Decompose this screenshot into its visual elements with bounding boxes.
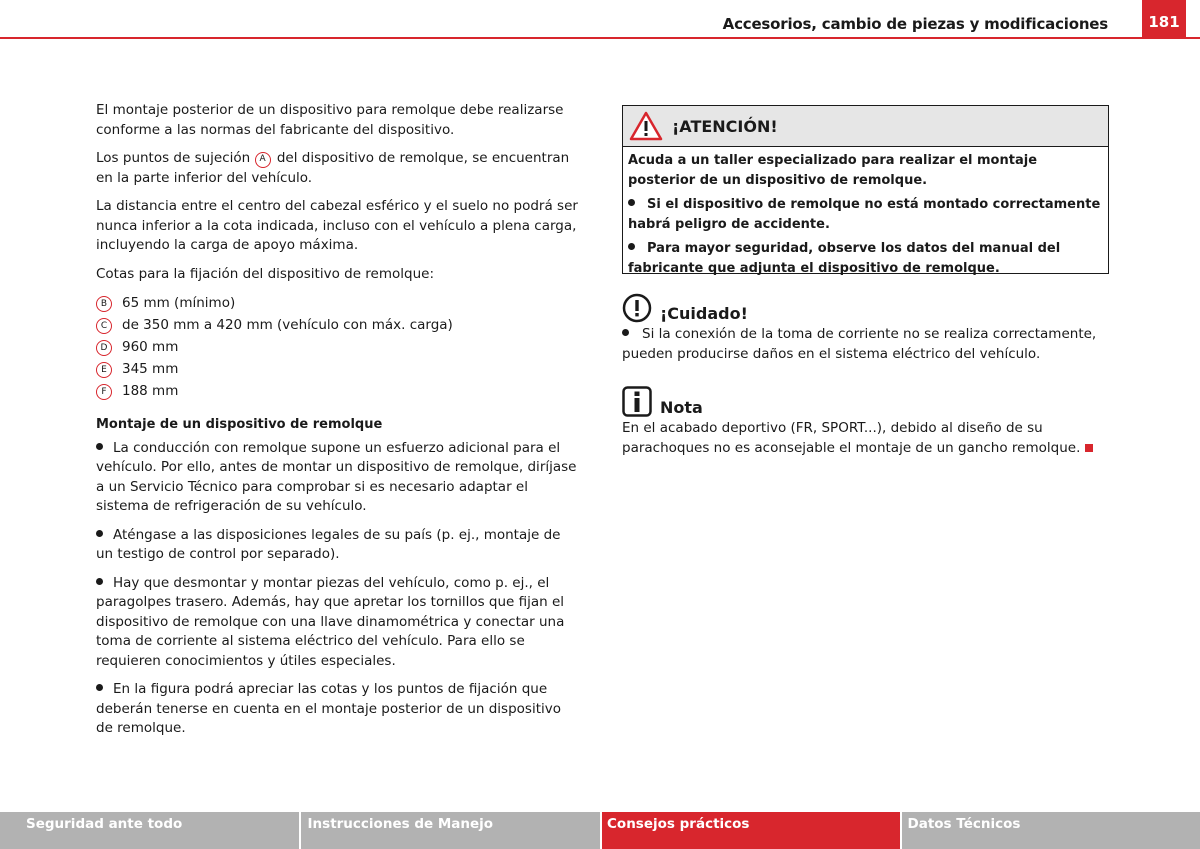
warning-box (622, 105, 1109, 274)
bullet-text: Si la conexión de la toma de corriente no se realiza correctamente, pueden producirse daños en el sistema eléctrico del vehículo. (622, 326, 1097, 362)
warning-triangle-icon (629, 111, 663, 141)
marker-e-icon: E (96, 362, 112, 378)
paragraph-dimensions-intro: Cotas para la fijación del dispositivo de remolque: (96, 265, 434, 282)
tab-consejos-active[interactable]: Consejos prácticos (602, 812, 899, 849)
left-column (96, 101, 580, 748)
warning-header (623, 106, 1108, 147)
marker-a-icon: A (255, 152, 271, 168)
subheading: Montaje de un dispositivo de remolque (96, 417, 383, 432)
tab-seguridad[interactable]: Seguridad ante todo (0, 812, 299, 849)
warning-title: ¡ATENCIÓN! (672, 116, 778, 136)
dimension-text: 345 mm (122, 361, 179, 378)
page-number: 181 (1142, 0, 1186, 37)
exclamation-circle-icon (622, 293, 652, 323)
dimension-list (96, 293, 580, 403)
tab-instrucciones[interactable]: Instrucciones de Manejo (301, 812, 600, 849)
bullet-icon (628, 243, 635, 250)
bullet-item (96, 680, 580, 739)
footer-nav (0, 812, 1200, 849)
caution-block (622, 293, 1109, 364)
bullet-text: Si el dispositivo de remolque no está montado correctamente habrá peligro de accidente. (628, 197, 1101, 232)
marker-c-icon: C (96, 318, 112, 334)
bullet-item (96, 574, 580, 672)
bullet-icon (96, 684, 103, 691)
list-item (96, 359, 580, 381)
note-block (622, 386, 1109, 458)
warning-body (623, 147, 1108, 287)
bullet-icon (628, 199, 635, 206)
bullet-item (622, 325, 1109, 364)
bullet-text: Para mayor seguridad, observe los datos del manual del fabricante que adjunta el dispositivo de remolque. (628, 241, 1061, 276)
bullet-item (628, 195, 1103, 234)
header-divider (0, 37, 1200, 39)
marker-b-icon: B (96, 296, 112, 312)
bullet-icon (96, 578, 103, 585)
bullet-item (628, 239, 1103, 278)
dimension-text: 960 mm (122, 339, 179, 356)
dimension-text: 188 mm (122, 383, 179, 400)
bullet-text: En la figura podrá apreciar las cotas y los puntos de fijación que deberán tenerse en cuenta en el montaje posterior de un dispositivo de remolque. (96, 681, 561, 736)
note-text (622, 419, 1109, 458)
list-item (96, 315, 580, 337)
note-header (622, 386, 1109, 417)
bullet-text: Hay que desmontar y montar piezas del vehículo, como p. ej., el paragolpes trasero. Además, hay que apretar los tornillos que fijan el dispositivo de remolque con una llave dinamométrica y conectar una toma de corriente al sistema eléctrico del vehículo. Para ello se requieren conocimientos y útiles especiales. (96, 574, 565, 669)
warning-intro: Acuda a un taller especializado para realizar el montaje posterior de un dispositivo de remolque. (628, 153, 1038, 188)
caution-title: ¡Cuidado! (660, 304, 748, 323)
paragraph-distance: La distancia entre el centro del cabezal esférico y el suelo no podrá ser nunca inferior a la cota indicada, incluso con el vehículo a plena carga, incluyendo la carga de apoyo máxima. (96, 198, 578, 253)
caution-header (622, 293, 1109, 323)
paragraph-mounting-points (96, 149, 580, 188)
paragraph-intro: El montaje posterior de un dispositivo para remolque debe realizarse conforme a las normas del fabricante del dispositivo. (96, 102, 564, 138)
dimension-text: 65 mm (mínimo) (122, 295, 236, 312)
tab-datos-tecnicos[interactable]: Datos Técnicos (902, 812, 1200, 849)
list-item (96, 381, 580, 403)
note-title: Nota (660, 398, 703, 417)
note-body: En el acabado deportivo (FR, SPORT...), debido al diseño de su parachoques no es aconsejable el montaje de un gancho remolque. (622, 420, 1081, 456)
section-title: Accesorios, cambio de piezas y modificaciones (722, 15, 1108, 33)
bullet-icon (96, 443, 103, 450)
info-icon (622, 386, 652, 417)
mounting-points-text-before: Los puntos de sujeción (96, 150, 251, 166)
marker-f-icon: F (96, 384, 112, 400)
list-item (96, 293, 580, 315)
bullet-text: La conducción con remolque supone un esfuerzo adicional para el vehículo. Por ello, antes de montar un dispositivo de remolque, diríjase a un Servicio Técnico para comprobar si es necesario adaptar el sistema de refrigeración de su vehículo. (96, 439, 577, 514)
list-item (96, 337, 580, 359)
bullet-item (96, 526, 580, 565)
mounting-points-text-after: del dispositivo de remolque, se encuentran en la parte inferior del vehículo. (96, 150, 570, 186)
bullet-icon (622, 329, 629, 336)
dimension-text: de 350 mm a 420 mm (vehículo con máx. carga) (122, 317, 453, 334)
end-of-section-icon (1085, 444, 1093, 452)
bullet-item (96, 439, 580, 517)
bullet-icon (96, 530, 103, 537)
bullet-text: Aténgase a las disposiciones legales de su país (p. ej., montaje de un testigo de control por separado). (96, 526, 561, 562)
marker-d-icon: D (96, 340, 112, 356)
